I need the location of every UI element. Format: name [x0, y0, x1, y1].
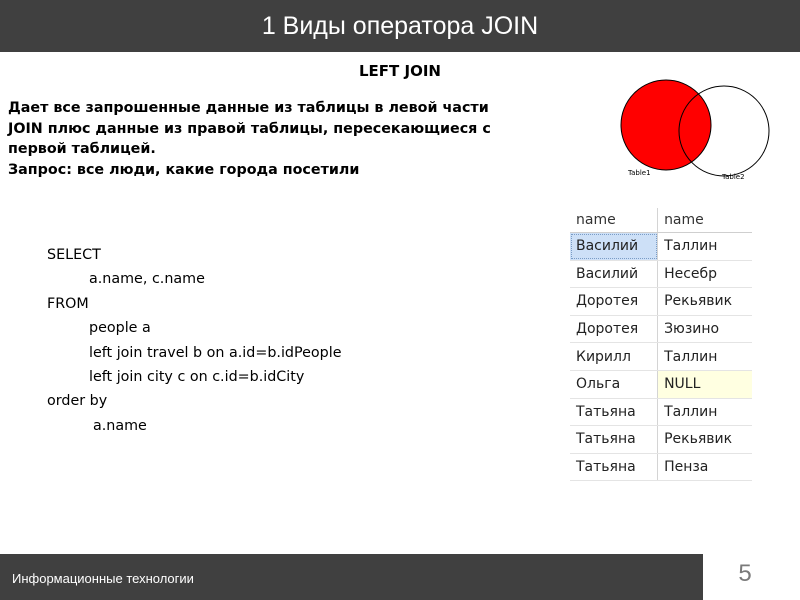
description-line: Запрос: все люди, какие города посетили: [8, 161, 360, 178]
slide-subtitle: LEFT JOIN: [359, 62, 441, 80]
column-header[interactable]: name: [658, 208, 752, 233]
table-cell[interactable]: Ольга: [570, 370, 658, 398]
table-cell[interactable]: Таллин: [658, 233, 752, 261]
sql-line: a.name: [93, 417, 147, 434]
table-row[interactable]: [570, 398, 752, 426]
table-cell[interactable]: Доротея: [570, 288, 658, 316]
table-cell[interactable]: Татьяна: [570, 453, 658, 481]
table-cell[interactable]: Рекьявик: [658, 288, 752, 316]
venn-left-circle: [621, 80, 711, 170]
table-row[interactable]: [570, 288, 752, 316]
venn-diagram: [610, 78, 780, 188]
sql-query: [47, 243, 342, 438]
table-cell[interactable]: Таллин: [658, 343, 752, 371]
table-row[interactable]: [570, 453, 752, 481]
page-number: 5: [738, 560, 752, 587]
table-cell[interactable]: Кирилл: [570, 343, 658, 371]
sql-line: people a: [89, 320, 151, 337]
title-bar: [0, 0, 800, 52]
footer-bar: [0, 554, 703, 600]
table-cell[interactable]: Пенза: [658, 453, 752, 481]
null-cell[interactable]: NULL: [658, 370, 752, 398]
result-grid: [570, 208, 752, 481]
table-cell[interactable]: Несебр: [658, 260, 752, 288]
sql-line: order by: [47, 393, 108, 410]
table-cell[interactable]: Таллин: [658, 398, 752, 426]
sql-line: a.name, c.name: [89, 271, 205, 288]
table-row[interactable]: [570, 370, 752, 398]
result-header-row: [570, 208, 752, 233]
table-cell[interactable]: Рекьявик: [658, 426, 752, 454]
table-row[interactable]: [570, 233, 752, 261]
table-row[interactable]: [570, 315, 752, 343]
venn-left-label: Table1: [628, 169, 651, 177]
description-line: первой таблицей.: [8, 141, 156, 157]
sql-line: FROM: [47, 295, 89, 312]
venn-right-label: Table2: [722, 173, 745, 181]
table-cell[interactable]: Доротея: [570, 315, 658, 343]
table-cell[interactable]: Зюзино: [658, 315, 752, 343]
table-row[interactable]: [570, 343, 752, 371]
footer-text: Информационные технологии: [12, 570, 194, 586]
sql-line: left join travel b on a.id=b.idPeople: [89, 344, 342, 361]
table-cell[interactable]: Татьяна: [570, 426, 658, 454]
table-cell[interactable]: Татьяна: [570, 398, 658, 426]
table-row[interactable]: [570, 426, 752, 454]
column-header[interactable]: name: [570, 208, 658, 233]
slide-title: 1 Виды оператора JOIN: [261, 11, 539, 40]
table-cell[interactable]: Василий: [570, 233, 658, 261]
sql-line: left join city c on c.id=b.idCity: [89, 369, 305, 386]
sql-line: SELECT: [47, 247, 101, 263]
table-cell[interactable]: Василий: [570, 260, 658, 288]
table-row[interactable]: [570, 260, 752, 288]
description-line: Дает все запрошенные данные из таблицы в левой части: [8, 100, 489, 116]
description: [8, 98, 598, 180]
description-line: JOIN плюс данные из правой таблицы, пересекающиеся с: [8, 120, 491, 137]
